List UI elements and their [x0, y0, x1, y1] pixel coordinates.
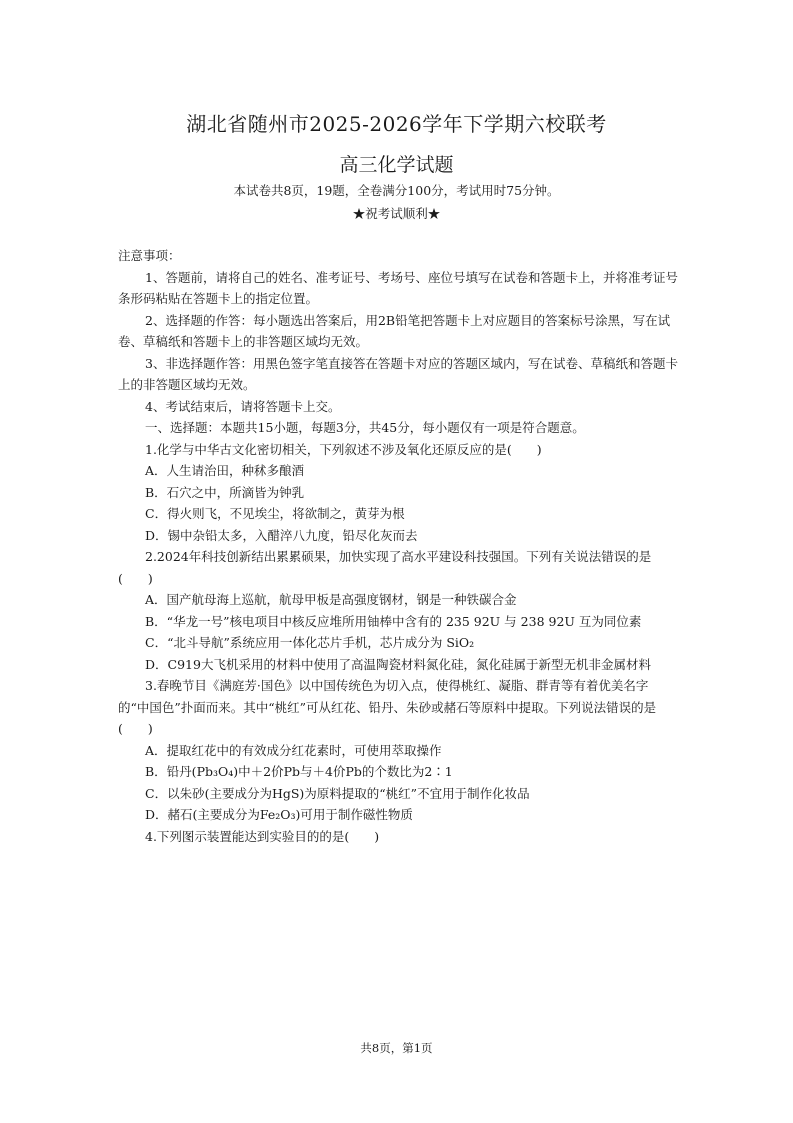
- note-item: 2、选择题的作答：每小题选出答案后，用2B铅笔把答题卡上对应题目的答案标号涂黑，写在试卷、草稿纸和答题卡上的非答题区域均无效。: [118, 312, 671, 349]
- section-heading: 一、选择题：本题共15小题，每题3分，共45分，每小题仅有一项是符合题意。: [145, 420, 585, 435]
- question-option: D．锡中杂铅太多，入醋淬八九度，铅尽化灰而去: [145, 527, 418, 543]
- exam-title: 湖北省随州市2025-2026学年下学期六校联考: [186, 112, 607, 136]
- page-footer: 共8页，第1页: [360, 1041, 433, 1055]
- note-item: 1、答题前，请将自己的姓名、准考证号、考场号、座位号填写在试卷和答题卡上，并将准考证号条形码粘贴在答题卡上的指定位置。: [118, 269, 678, 306]
- question-option: C．以朱砂(主要成分为HgS)为原料提取的“桃红”不宜用于制作化妆品: [145, 785, 530, 801]
- note-item: 3、非选择题作答：用黑色签字笔直接答在答题卡对应的答题区域内，写在试卷、草稿纸和答题卡上的非答题区域均无效。: [118, 355, 678, 392]
- question-option: C．“北斗导航”系统应用一体化芯片手机，芯片成分为 SiO₂: [145, 635, 475, 650]
- question-option: D．C919大飞机采用的材料中使用了高温陶瓷材料氮化硅，氮化硅属于新型无机非金属材料: [145, 656, 651, 672]
- question-stem: 1.化学与中华古文化密切相关，下列叙述不涉及氧化还原反应的是( ): [145, 441, 542, 457]
- question-option: A．人生请治田，种秫多酿酒: [145, 463, 305, 478]
- blessing: ★祝考试顺利★: [352, 206, 441, 221]
- note-item: 4、考试结束后，请将答题卡上交。: [145, 398, 341, 414]
- question-option: D．赭石(主要成分为Fe₂O₃)可用于制作磁性物质: [145, 807, 413, 822]
- question-option: B．石穴之中，所滴皆为钟乳: [145, 484, 305, 500]
- question-option: A．提取红花中的有效成分红花素时，可使用萃取操作: [145, 742, 442, 758]
- question-stem: 2.2024年科技创新结出累累硕果，加快实现了高水平建设科技强国。下列有关说法错误的是( ): [118, 549, 652, 586]
- question-option: B．“华龙一号”核电项目中核反应堆所用铀棒中含有的 235 92U 与 238 92U 互为同位素: [145, 613, 642, 629]
- question-option: C．得火则飞，不见埃尘，将欲制之，黄芽为根: [145, 506, 405, 521]
- page-body: [118, 245, 678, 847]
- exam-info: 本试卷共8页，19题，全卷满分100分，考试用时75分钟。: [233, 183, 560, 198]
- exam-subtitle: 高三化学试题: [339, 154, 454, 176]
- question-stem: 4.下列图示装置能达到实验目的的是( ): [145, 828, 380, 844]
- question-option: A．国产航母海上巡航，航母甲板是高强度钢材，钢是一种铁碳合金: [145, 592, 517, 607]
- notes-heading: 注意事项：: [118, 248, 181, 263]
- question-option: B．铅丹(Pb₃O₄)中＋2价Pb与＋4价Pb的个数比为2∶1: [145, 764, 453, 779]
- question-stem: 3.春晚节目《满庭芳·国色》以中国传统色为切入点，使得桃红、凝脂、群青等有着优美名字的“中国色”扑面而来。其中“桃红”可从红花、铅丹、朱砂或赭石等原料中提取。下列说法错误的是( ): [118, 678, 657, 736]
